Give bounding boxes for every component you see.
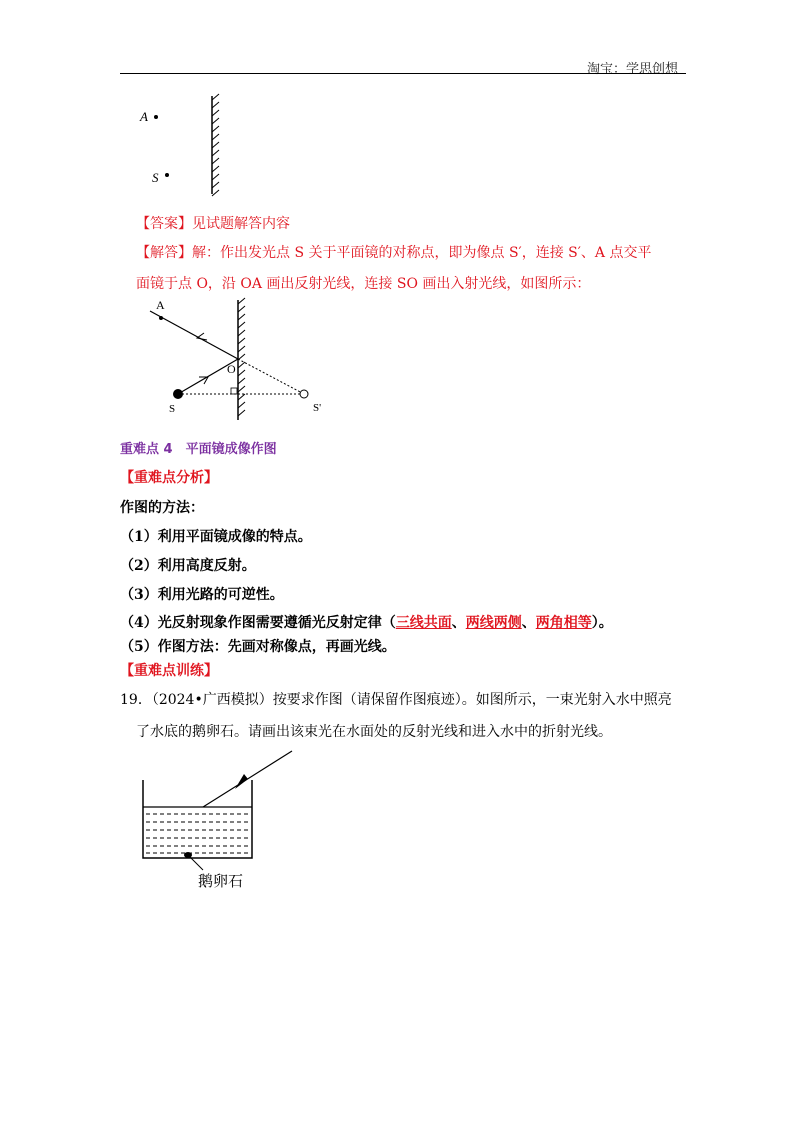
figure1-point-s — [165, 173, 169, 177]
figure2-label-a: A — [156, 298, 165, 312]
right-angle-mark — [231, 388, 237, 394]
answer-line — [136, 213, 290, 233]
method-item-3: （3）利用光路的可逆性。 — [120, 587, 284, 603]
keyword-separator-1: 、 — [451, 615, 466, 631]
figure2-label-s-prime: S' — [313, 402, 322, 414]
figure2-point-s-prime — [300, 390, 308, 398]
figure-water-beaker — [140, 750, 300, 895]
figure1-mirror — [212, 94, 219, 196]
analysis-heading: 【重难点分析】 — [120, 470, 218, 486]
virtual-ray-dotted — [238, 359, 304, 394]
solution-text-1: 解：作出发光点 S 关于平面镜的对称点，即为像点 S′，连接 S′、A 点交平 — [192, 245, 652, 261]
solution-bracket: 【解答】 — [136, 245, 192, 261]
question-line-2: 了水底的鹅卵石。请画出该束光在水面处的反射光线和进入水中的折射光线。 — [136, 724, 612, 740]
solution-line-1 — [136, 242, 652, 262]
reflected-ray — [150, 311, 238, 359]
figure-mirror-points — [130, 90, 240, 200]
incident-light-arrow — [235, 774, 248, 789]
section-title: 重难点 4 平面镜成像作图 — [120, 442, 277, 457]
figure2-label-s: S — [169, 403, 176, 415]
keyword-separator-2: 、 — [521, 615, 536, 631]
figure2-label-o: O — [227, 362, 236, 376]
figure1-label-s: S — [152, 170, 159, 185]
method-item-4-suffix: ）。 — [591, 615, 613, 631]
reflected-ray-arrow — [197, 333, 207, 340]
answer-bracket: 【答案】 — [136, 216, 192, 232]
header-rule — [120, 73, 686, 74]
keyword-two-angles-equal: 两角相等 — [535, 615, 592, 631]
method-item-4-prefix: （4）光反射现象作图需要遵循光反射定律（ — [120, 615, 396, 631]
question-line-1: 19．（2024•广西模拟）按要求作图（请保留作图痕迹）。如图所示，一束光射入水中照亮 — [120, 692, 672, 708]
method-item-2: （2）利用高度反射。 — [120, 558, 256, 574]
method-item-4 — [120, 612, 613, 632]
method-item-1: （1）利用平面镜成像的特点。 — [120, 529, 312, 545]
figure-reflection-diagram — [136, 295, 336, 420]
method-heading: 作图的方法： — [120, 500, 204, 516]
solution-line-2: 面镜于点 O，沿 OA 画出反射光线，连接 SO 画出入射光线，如图所示： — [136, 276, 591, 292]
pebble-label: 鹅卵石 — [198, 874, 244, 890]
training-heading: 【重难点训练】 — [120, 663, 218, 679]
keyword-two-lines-two-sides: 两线两侧 — [465, 615, 522, 631]
water-dashes — [146, 814, 250, 853]
keyword-three-lines-coplanar: 三线共面 — [395, 615, 452, 631]
method-item-5: （5）作图方法：先画对称像点，再画光线。 — [120, 639, 396, 655]
header-text: 淘宝：学思创想 — [586, 62, 678, 77]
figure1-label-a: A — [140, 109, 148, 124]
figure1-point-a — [154, 115, 158, 119]
answer-text: 见试题解答内容 — [192, 216, 290, 232]
